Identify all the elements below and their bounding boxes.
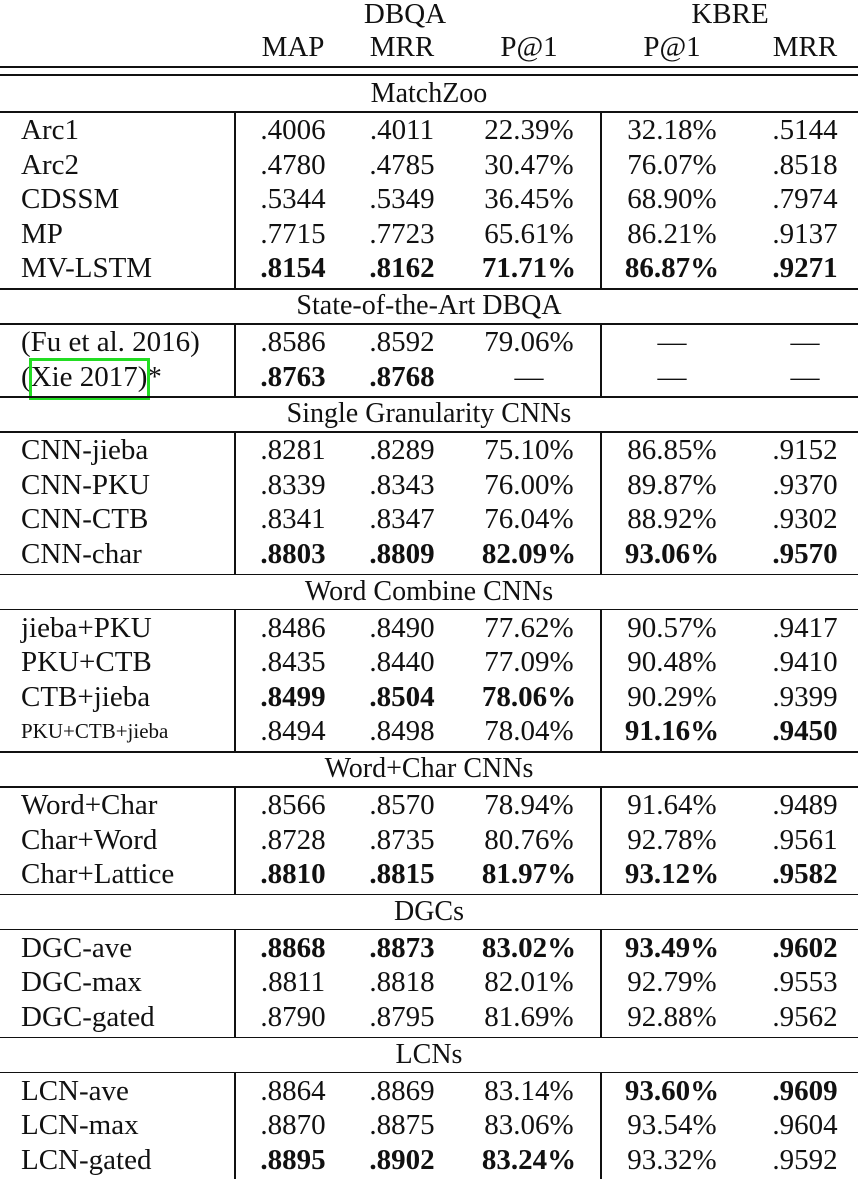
table-row: [0, 251, 858, 286]
cell-kbre-p1: 93.32%: [627, 1143, 717, 1176]
cell-map: .8811: [260, 966, 326, 999]
table-row: [0, 611, 858, 646]
cell-map: .5344: [260, 183, 326, 216]
group-header-row: [0, 0, 858, 31]
cell-mrr: .8504: [369, 680, 435, 713]
column-divider-label: [234, 112, 236, 288]
column-header-p1: P@1: [500, 31, 558, 63]
table-row: [0, 537, 858, 572]
cell-p1: 36.45%: [484, 183, 574, 216]
cell-kbre-p1: 88.92%: [627, 503, 717, 536]
cell-mrr: .8570: [369, 789, 435, 821]
cell-map: .4780: [260, 148, 326, 181]
cell-kbre-p1: 93.06%: [624, 538, 720, 570]
row-label: jieba+PKU: [21, 611, 152, 644]
cell-map: .8870: [260, 1109, 326, 1142]
cell-p1: 83.02%: [481, 931, 577, 964]
section-title: Word Combine CNNs: [304, 575, 554, 607]
cell-kbre-mrr: .9562: [772, 1001, 838, 1033]
cell-mrr: .8347: [369, 503, 435, 536]
table-row: [0, 823, 858, 858]
cell-map: .8499: [260, 680, 326, 713]
column-header-row: [0, 30, 858, 64]
cell-mrr: .8875: [369, 1109, 435, 1142]
cell-kbre-p1: —: [657, 326, 687, 358]
row-label: PKU+CTB: [21, 646, 152, 679]
column-divider-label: [234, 610, 236, 751]
column-divider-label: [234, 432, 236, 573]
cell-map: .8728: [260, 823, 326, 856]
cell-map: .8895: [260, 1143, 326, 1176]
cell-kbre-mrr: .9489: [772, 789, 838, 821]
cell-kbre-p1: 91.16%: [624, 715, 720, 748]
table-row: [0, 680, 858, 715]
row-label: DGC-ave: [21, 931, 133, 964]
group-header-dbqa: DBQA: [363, 0, 447, 30]
table-row: [0, 148, 858, 183]
cell-kbre-mrr: .9410: [772, 646, 838, 679]
cell-mrr: .8490: [369, 611, 435, 644]
cell-kbre-mrr: .9592: [772, 1143, 838, 1176]
cell-kbre-mrr: .9399: [772, 680, 838, 713]
row-label: Char+Lattice: [21, 858, 175, 891]
row-label: DGC-max: [21, 966, 142, 999]
cell-p1: 30.47%: [484, 148, 574, 181]
cell-kbre-mrr: .9561: [772, 823, 838, 856]
cell-p1: 79.06%: [484, 326, 574, 358]
cell-map: .4006: [260, 114, 326, 146]
cell-kbre-mrr: .7974: [772, 183, 838, 216]
cell-kbre-mrr: —: [790, 326, 820, 358]
cell-map: .8339: [260, 468, 326, 501]
cell-p1: 22.39%: [484, 114, 574, 146]
cell-kbre-p1: 90.48%: [627, 646, 717, 679]
cell-map: .8864: [260, 1074, 326, 1107]
cell-kbre-p1: 93.60%: [624, 1074, 720, 1107]
cell-p1: 82.09%: [481, 538, 577, 570]
table-row: [0, 857, 858, 892]
table-row: [0, 325, 858, 360]
cell-kbre-p1: 76.07%: [627, 148, 717, 181]
cell-kbre-p1: 86.85%: [627, 434, 717, 467]
cell-kbre-p1: 93.12%: [624, 858, 720, 891]
highlight-box: [29, 358, 150, 400]
table-row: [0, 1074, 858, 1109]
column-divider-kbre: [600, 787, 602, 894]
column-header-kbre-p1: P@1: [643, 31, 701, 63]
cell-mrr: .8768: [369, 360, 435, 393]
column-divider-label: [234, 324, 236, 396]
column-divider-kbre: [600, 112, 602, 288]
section-title: State-of-the-Art DBQA: [296, 290, 562, 321]
cell-kbre-p1: 93.49%: [624, 931, 720, 964]
cell-p1: 76.04%: [484, 503, 574, 536]
row-label: Arc1: [21, 114, 79, 146]
cell-mrr: .8815: [369, 858, 435, 891]
cell-mrr: .8873: [369, 931, 435, 964]
cell-kbre-p1: 86.87%: [624, 252, 720, 285]
cell-p1: 80.76%: [484, 823, 574, 856]
column-divider-kbre: [600, 432, 602, 573]
row-label: Word+Char: [21, 789, 158, 821]
table-row: [0, 217, 858, 252]
cell-kbre-mrr: .9450: [772, 715, 838, 748]
cell-p1: 83.06%: [484, 1109, 574, 1142]
cell-mrr: .4785: [369, 148, 435, 181]
cell-mrr: .8162: [369, 252, 435, 285]
cell-kbre-mrr: .8518: [772, 148, 838, 181]
cell-kbre-p1: 89.87%: [627, 468, 717, 501]
row-label: Char+Word: [21, 823, 158, 856]
cell-mrr: .8592: [369, 326, 435, 358]
cell-kbre-mrr: .9604: [772, 1109, 838, 1142]
cell-mrr: .8818: [369, 966, 435, 999]
row-label: MP: [21, 217, 63, 250]
row-label: MV-LSTM: [21, 252, 153, 285]
column-divider-kbre: [600, 324, 602, 396]
cell-kbre-mrr: .9570: [772, 538, 838, 570]
cell-p1: 71.71%: [481, 252, 577, 285]
row-label: CNN-PKU: [21, 468, 150, 501]
cell-kbre-mrr: .9553: [772, 966, 838, 999]
row-label: DGC-gated: [21, 1001, 155, 1033]
column-divider-label: [234, 787, 236, 894]
table-row: [0, 1000, 858, 1035]
cell-mrr: .7723: [369, 217, 435, 250]
table-row: [0, 433, 858, 468]
row-label: CNN-char: [21, 538, 142, 570]
cell-map: .8341: [260, 503, 326, 536]
table-row: [0, 714, 858, 749]
column-divider-label: [234, 930, 236, 1037]
row-label: CNN-jieba: [21, 434, 149, 467]
cell-p1: 77.62%: [484, 611, 574, 644]
row-label: CDSSM: [21, 183, 120, 216]
cell-kbre-mrr: .9417: [772, 611, 838, 644]
column-header-kbre-mrr: MRR: [772, 31, 838, 63]
cell-kbre-p1: 92.79%: [627, 966, 717, 999]
row-label: LCN-max: [21, 1109, 139, 1142]
cell-mrr: .4011: [369, 114, 435, 146]
row-label: PKU+CTB+jieba: [21, 719, 169, 744]
table-row: [0, 360, 858, 395]
cell-kbre-p1: 92.88%: [627, 1001, 717, 1033]
group-header-kbre: KBRE: [691, 0, 769, 30]
cell-map: .8566: [260, 789, 326, 821]
cell-map: .8435: [260, 646, 326, 679]
top-rule: [0, 66, 858, 68]
cell-map: .8486: [260, 611, 326, 644]
cell-mrr: .5349: [369, 183, 435, 216]
cell-mrr: .8498: [369, 715, 435, 748]
cell-map: .8763: [260, 360, 326, 393]
column-divider-kbre: [600, 610, 602, 751]
section-title: Single Granularity CNNs: [286, 398, 572, 430]
table-row: [0, 965, 858, 1000]
column-divider-label: [234, 1073, 236, 1179]
cell-p1: 65.61%: [484, 217, 574, 250]
cell-p1: 81.69%: [484, 1001, 574, 1033]
row-label: (Xie 2017)*: [21, 360, 162, 393]
cell-mrr: .8902: [369, 1143, 435, 1176]
row-label: Arc2: [21, 148, 79, 181]
cell-mrr: .8289: [369, 434, 435, 467]
cell-kbre-p1: 93.54%: [627, 1109, 717, 1142]
table-row: [0, 182, 858, 217]
cell-kbre-mrr: .9609: [772, 1074, 838, 1107]
column-header-map: MAP: [261, 31, 325, 63]
cell-mrr: .8869: [369, 1074, 435, 1107]
cell-p1: 83.24%: [481, 1143, 577, 1176]
column-divider-kbre: [600, 930, 602, 1037]
row-label: LCN-gated: [21, 1143, 152, 1176]
cell-map: .8281: [260, 434, 326, 467]
section-title: DGCs: [393, 895, 464, 927]
cell-mrr: .8343: [369, 468, 435, 501]
cell-kbre-mrr: .5144: [772, 114, 838, 146]
cell-kbre-p1: —: [657, 360, 687, 393]
cell-p1: 78.06%: [481, 680, 577, 713]
cell-p1: —: [514, 360, 544, 393]
cell-map: .7715: [260, 217, 326, 250]
cell-p1: 77.09%: [484, 646, 574, 679]
table-row: [0, 788, 858, 823]
cell-map: .8494: [260, 715, 326, 748]
cell-mrr: .8440: [369, 646, 435, 679]
cell-kbre-mrr: .9152: [772, 434, 838, 467]
cell-p1: 78.94%: [484, 789, 574, 821]
cell-mrr: .8735: [369, 823, 435, 856]
row-label: (Fu et al. 2016): [21, 326, 200, 358]
cell-p1: 75.10%: [484, 434, 574, 467]
column-header-mrr: MRR: [369, 31, 435, 63]
cell-mrr: .8795: [369, 1001, 435, 1033]
cell-kbre-p1: 32.18%: [627, 114, 717, 146]
cell-map: .8154: [260, 252, 326, 285]
table-row: [0, 113, 858, 148]
section-title: Word+Char CNNs: [324, 753, 534, 784]
column-divider-kbre: [600, 1073, 602, 1179]
cell-p1: 81.97%: [481, 858, 577, 891]
cell-p1: 83.14%: [484, 1074, 574, 1107]
header-rule: [0, 74, 858, 76]
cell-kbre-p1: 86.21%: [627, 217, 717, 250]
cell-kbre-mrr: .9271: [772, 252, 838, 285]
cell-kbre-p1: 68.90%: [627, 183, 717, 216]
table-row: [0, 502, 858, 537]
section-title: LCNs: [395, 1038, 463, 1070]
cell-kbre-mrr: .9302: [772, 503, 838, 536]
cell-p1: 76.00%: [484, 468, 574, 501]
cell-kbre-mrr: —: [790, 360, 820, 393]
row-label: CTB+jieba: [21, 680, 151, 713]
cell-kbre-p1: 90.57%: [627, 611, 717, 644]
cell-map: .8586: [260, 326, 326, 358]
table-row: [0, 468, 858, 503]
table-row: [0, 1143, 858, 1178]
cell-kbre-p1: 92.78%: [627, 823, 717, 856]
cell-mrr: .8809: [369, 538, 435, 570]
table-row: [0, 1108, 858, 1143]
row-label: CNN-CTB: [21, 503, 149, 536]
section-title: MatchZoo: [370, 78, 488, 109]
cell-kbre-mrr: .9602: [772, 931, 838, 964]
cell-map: .8810: [260, 858, 326, 891]
cell-p1: 78.04%: [484, 715, 574, 748]
cell-kbre-p1: 90.29%: [627, 680, 717, 713]
cell-map: .8868: [260, 931, 326, 964]
cell-map: .8803: [260, 538, 326, 570]
row-label: LCN-ave: [21, 1074, 129, 1107]
cell-kbre-mrr: .9137: [772, 217, 838, 250]
cell-map: .8790: [260, 1001, 326, 1033]
cell-kbre-mrr: .9370: [772, 468, 838, 501]
cell-p1: 82.01%: [484, 966, 574, 999]
table-row: [0, 931, 858, 966]
cell-kbre-p1: 91.64%: [627, 789, 717, 821]
cell-kbre-mrr: .9582: [772, 858, 838, 891]
table-row: [0, 645, 858, 680]
